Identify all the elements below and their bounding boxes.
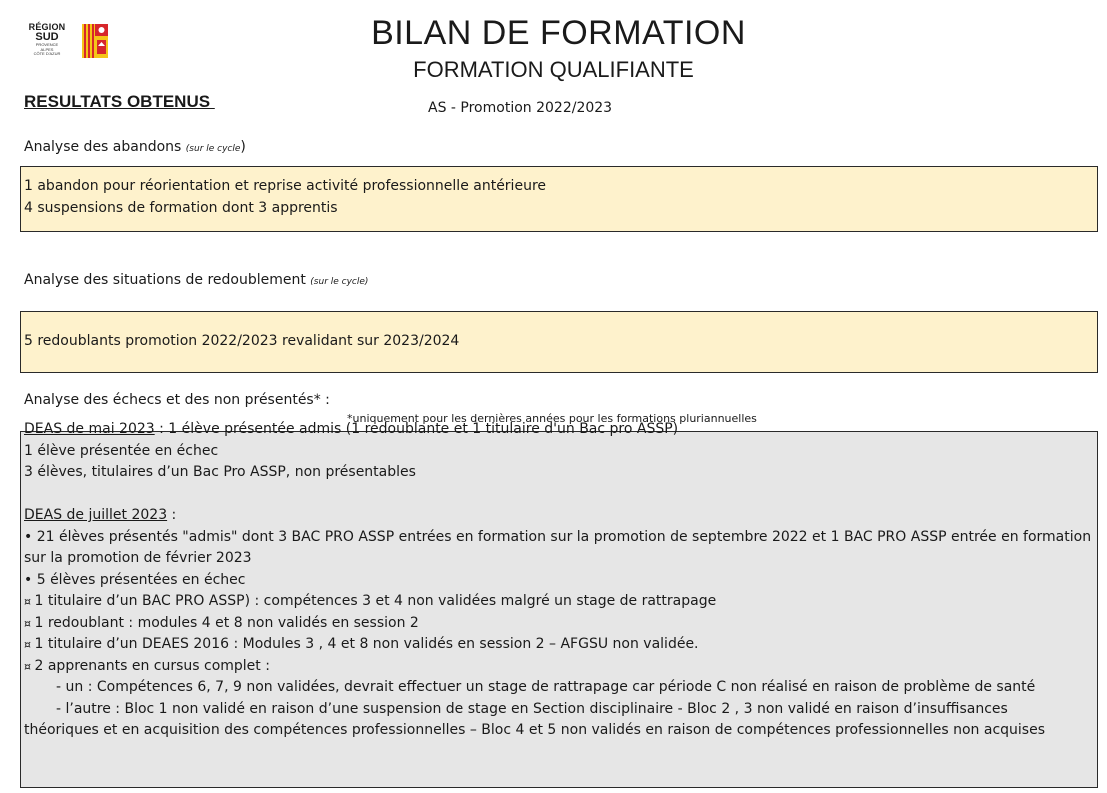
redoublement-line: 5 redoublants promotion 2022/2023 revalidant sur 2023/2024 <box>24 333 460 349</box>
echecs-label: Analyse des échecs et des non présentés* : <box>24 392 330 408</box>
square-item <box>24 613 1093 635</box>
abandons-label-text: Analyse des abandons <box>24 139 186 155</box>
page-subtitle: FORMATION QUALIFIANTE <box>413 57 694 82</box>
redoublement-label-text: Analyse des situations de redoublement <box>24 272 311 288</box>
square-item-text: 2 apprenants en cursus complet : <box>34 657 270 674</box>
abandons-label <box>24 139 246 155</box>
logo-provence: PROVENCE <box>35 42 59 47</box>
echecs-box <box>20 421 1098 788</box>
square-item <box>24 656 1093 678</box>
logo-sud: SUD <box>35 31 59 43</box>
bullet-echec: • 5 élèves présentées en échec <box>24 571 246 588</box>
echecs-footnote: *uniquement pour les dernières années pour les formations pluriannuelles <box>347 412 757 425</box>
continuation-line: théoriques et en acquisition des compétences professionnelles – Bloc 4 et 5 non validés en raison de compétences professionnelles non acquises <box>24 722 1045 738</box>
deas-juillet-line <box>24 505 1093 527</box>
spacer <box>24 484 1093 506</box>
echecs-content <box>24 419 1093 742</box>
square-bullet-icon: ¤ <box>24 638 35 651</box>
sub-item: - un : Compétences 6, 7, 9 non validées, devrait effectuer un stage de rattrapage car période C non réalisé en raison de problème de santé <box>56 679 1036 695</box>
deas-mai-rest: : 1 élève présentée admis (1 redoublante et 1 titulaire d'un Bac pro ASSP) <box>154 421 679 437</box>
section-heading: RESULTATS OBTENUS <box>24 92 215 111</box>
square-bullet-icon: ¤ <box>24 659 35 673</box>
square-item <box>24 634 1093 656</box>
redoublement-box <box>20 311 1098 373</box>
deas-juillet-heading: DEAS de juillet 2023 <box>24 507 168 523</box>
redoublement-label-note: (sur le cycle) <box>310 277 369 287</box>
logo-alpes: ALPES <box>40 46 54 52</box>
square-item-text: 1 redoublant : modules 4 et 8 non validés en session 2 <box>34 614 419 631</box>
echecs-line: 3 élèves, titulaires d’un Bac Pro ASSP, non présentables <box>24 464 416 480</box>
sub-item: - l’autre : Bloc 1 non validé en raison d’une suspension de stage en Section disciplinaire - Bloc 2 , 3 non validé en raison d’insuffisances <box>56 700 1008 717</box>
echecs-cut-line <box>24 419 1093 441</box>
square-bullet-icon: ¤ <box>24 595 35 608</box>
square-item-text: 1 titulaire d’un BAC PRO ASSP) : compétences 3 et 4 non validées malgré un stage de rattrapage <box>34 593 717 609</box>
bullet-admis: • 21 élèves présentés "admis" dont 3 BAC PRO ASSP entrées en formation sur la promotion de septembre 2022 et 1 BAC PRO ASSP entrée en formation sur la promotion de février 2023 <box>24 528 1092 566</box>
square-item <box>24 591 1093 613</box>
logo-region: RÉGION <box>28 22 66 32</box>
echecs-line: 1 élève présentée en échec <box>24 442 219 459</box>
deas-mai-heading: DEAS de mai 2023 <box>24 421 155 437</box>
abandons-label-close: ) <box>240 139 246 155</box>
abandons-line: 4 suspensions de formation dont 3 apprentis <box>24 199 338 216</box>
deas-juillet-colon: : <box>167 507 177 523</box>
square-item-text: 1 titulaire d’un DEAES 2016 : Modules 3 , 4 et 8 non validés en session 2 – AFGSU non validée. <box>34 636 699 652</box>
square-bullet-icon: ¤ <box>24 616 35 630</box>
redoublement-label <box>24 272 368 288</box>
abandons-line: 1 abandon pour réorientation et reprise activité professionnelle antérieure <box>24 178 546 194</box>
promotion-label: AS - Promotion 2022/2023 <box>428 100 613 116</box>
abandons-box <box>20 166 1098 232</box>
abandons-label-note: (sur le cycle <box>185 144 241 154</box>
logo-cote-dazur: CÔTE D'AZUR <box>33 51 61 56</box>
page-title: BILAN DE FORMATION <box>371 14 746 52</box>
